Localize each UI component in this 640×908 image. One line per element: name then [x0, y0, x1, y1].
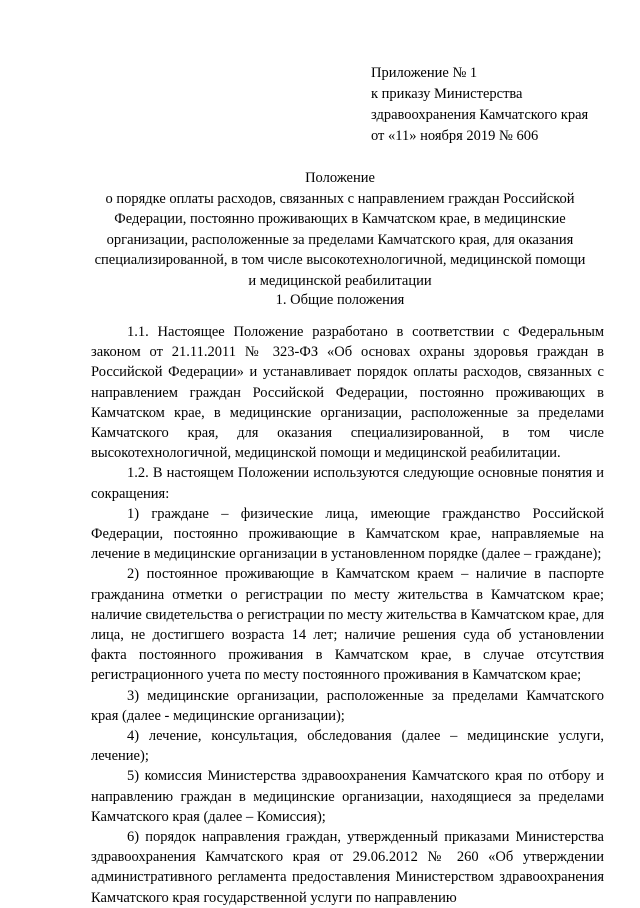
title-heading: Положение: [305, 170, 375, 186]
title-line: и медицинской реабилитации: [248, 272, 432, 289]
appendix-date: от «11» ноября 2019 № 606: [371, 128, 539, 144]
appendix-ministry: здравоохранения Камчатского края: [371, 107, 589, 123]
list-item-3: 3) медицинские организации, расположенные за пределами Камчатского края (далее - медицинские организации);: [91, 687, 604, 724]
appendix-block: [371, 63, 621, 147]
paragraph-1-1: 1.1. Настоящее Положение разработано в соответствии с Федеральным законом от 21.11.2011 № 323-ФЗ «Об основах охраны здоровья граждан в Российской Федерации» и устанавливает порядок оплаты расходов, связанных с направлением граждан Российской Федерации, постоянно проживающих в Камчатском крае, в медицинские организации, расположенные за пределами Камчатского края, для оказания специализированной, в том числе высокотехнологичной, медицинской помощи и медицинской реабилитации.: [91, 324, 604, 462]
document-body: [91, 322, 604, 908]
title-line: специализированной, в том числе высокотехнологичной, медицинской помощи: [94, 252, 586, 268]
title-line: Федерации, постоянно проживающих в Камчатском крае, в медицинские: [114, 211, 566, 227]
list-item-1: 1) граждане – физические лица, имеющие гражданство Российской Федерации, постоянно проживающие в Камчатском крае, направляемые на лечение в медицинские организации в установленном порядке (далее – граждане);: [91, 505, 604, 563]
appendix-order-ref: к приказу Министерства: [371, 86, 523, 102]
list-item-5: 5) комиссия Министерства здравоохранения Камчатского края по отбору и направлению граждан в медицинские организации, находящиеся за пределами Камчатского края (далее – Комиссия);: [91, 768, 604, 825]
paragraph-1-2: 1.2. В настоящем Положении используются следующие основные понятия и сокращения:: [91, 465, 604, 502]
list-item-6: 6) порядок направления граждан, утвержденный приказами Министерства здравоохранения Камчатского края от 29.06.2012 № 260 «Об утверждении административного регламента предоставления Министерством здравоохранения Камчатского края государственной услуги по направлению: [91, 829, 604, 906]
appendix-number: Приложение № 1: [371, 65, 478, 81]
title-line: организации, расположенные за пределами Камчатского края, для оказания: [106, 231, 574, 248]
list-item-4: 4) лечение, консультация, обследования (далее – медицинские услуги, лечение);: [91, 728, 604, 765]
title-line: о порядке оплаты расходов, связанных с направлением граждан Российской: [105, 190, 575, 207]
list-item-2: 2) постоянное проживающие в Камчатском краем – наличие в паспорте гражданина отметки о регистрации по месту жительства в Камчатском крае; наличие свидетельства о регистрации по месту жительства в Камчатском крае, для лица, не достигшего возраста 14 лет; наличие решения суда об установлении факта постоянного проживания в Камчатском крае, в случае отсутствия регистрационного учета по месту постоянного проживания в Камчатском крае;: [91, 566, 604, 684]
document-title: [80, 168, 600, 291]
section-heading: 1. Общие положения: [275, 292, 405, 308]
